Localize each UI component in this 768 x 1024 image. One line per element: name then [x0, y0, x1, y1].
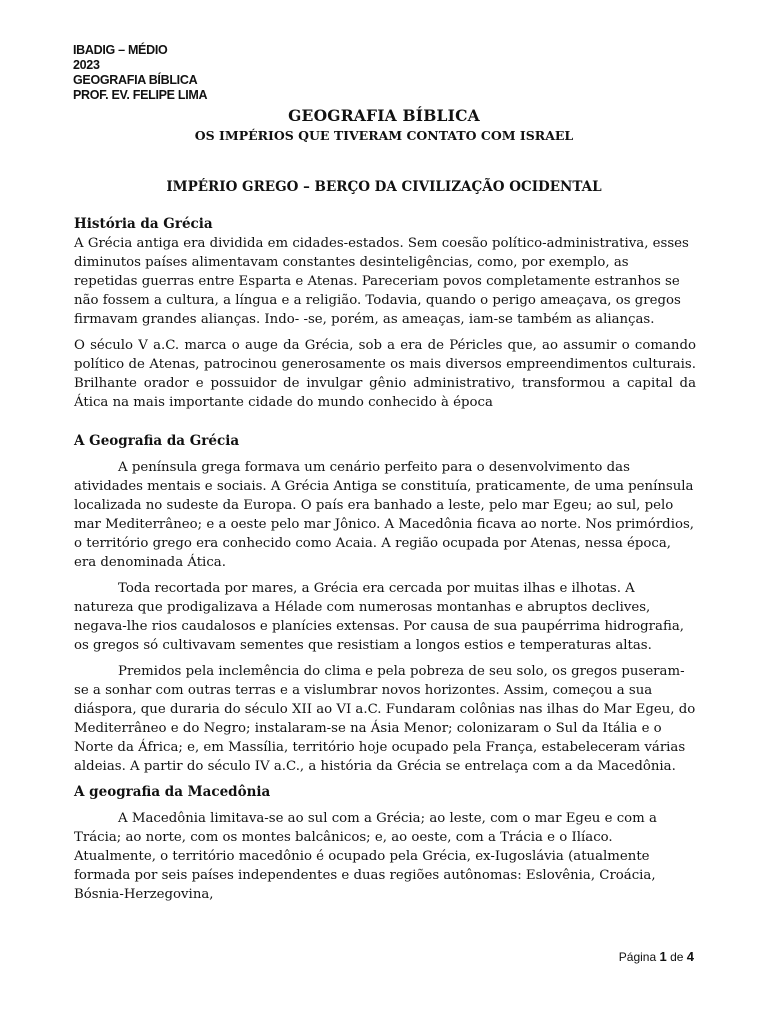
page-current: 1 — [659, 949, 667, 964]
geography-paragraph-1: A península grega formava um cenário perfeito para o desenvolvimento das atividades mentais e sociais. A Grécia Antiga se constituía, praticamente, de uma península localizada no sudeste da Europa. O país era banhado a leste, pelo mar Egeu; ao sul, pelo mar Mediterrâneo; e a oeste pelo mar Jônico. A Macedônia ficava ao norte. Nos primórdios, o território grego era conhecido como Acaia. A região ocupada por Atenas, nessa época, era denominada Ática. — [74, 460, 694, 570]
history-paragraph-2: O século V a.C. marca o auge da Grécia, sob a era de Péricles que, ao assumir o comando político de Atenas, patrocinou generosamente os mais diversos empreendimentos culturais. Brilhante orador e possuidor de invulgar gênio administrativo, transformou a capital da Ática na mais importante cidade do mundo conhecido à época — [74, 338, 696, 410]
macedonia-paragraph-1: A Macedônia limitava-se ao sul com a Grécia; ao leste, com o mar Egeu e com a Trácia; ao norte, com os montes balcânicos; e, ao oeste, com a Trácia e o Ilíaco. Atualmente, o território macedônio é ocupado pela Grécia, ex-Iugoslávia (atualmente formada por seis países independentes e duas regiões autônomas: Eslovênia, Croácia, Bósnia-Herzegovina, — [74, 811, 657, 902]
geography-paragraph-3: Premidos pela inclemência do clima e pela pobreza de seu solo, os gregos puseram-se a sonhar com outras terras e a vislumbrar novos horizontes. Assim, começou a sua diáspora, que duraria do século XII ao VI a.C. Fundaram colônias nas ilhas do Mar Egeu, do Mediterrâneo e do Negro; instalaram-se na Ásia Menor; colonizaram o Sul da Itália e o Norte da África; e, em Massília, território hoje ocupado pela França, estabeleceram várias aldeias. A partir do século IV a.C., a história da Grécia se entrelaça com a da Macedônia. — [74, 664, 696, 774]
geography-heading: A Geografia da Grécia — [74, 433, 240, 449]
history-paragraph-1: A Grécia antiga era dividida em cidades-estados. Sem coesão político-administrativa, esses diminutos países alimentavam constantes desinteligências, como, por exemplo, as repetidas guerras entre Esparta e Atenas. Pareceriam povos completamente estranhos se não fossem a cultura, a língua e a religião. Todavia, quando o perigo ameaçava, os gregos firmavam grandes alianças. Indo- -se, porém, as ameaças, iam-se também as alianças. — [74, 236, 689, 327]
geography-paragraph-2: Toda recortada por mares, a Grécia era cercada por muitas ilhas e ilhotas. A natureza que prodigalizava a Hélade com numerosas montanhas e abruptos declives, negava-lhe rios caudalosos e planícies extensas. Por causa de sua paupérrima hidrografia, os gregos só cultivavam sementes que resistiam a longos estios e temperaturas altas. — [74, 581, 684, 653]
document-body — [74, 215, 696, 904]
page-footer — [619, 949, 694, 964]
header-subject: GEOGRAFIA BÍBLICA — [73, 73, 198, 87]
title-block — [0, 106, 768, 145]
page-subtitle: OS IMPÉRIOS QUE TIVERAM CONTATO COM ISRAEL — [194, 128, 574, 143]
page-title: GEOGRAFIA BÍBLICA — [288, 106, 480, 125]
header-teacher: PROF. EV. FELIPE LIMA — [73, 88, 208, 102]
document-header — [73, 43, 207, 103]
section-title: IMPÉRIO GREGO – BERÇO DA CIVILIZAÇÃO OCIDENTAL — [166, 179, 602, 195]
page-of: de — [670, 950, 684, 964]
page-label: Página — [618, 950, 657, 964]
macedonia-heading: A geografia da Macedônia — [74, 784, 271, 800]
header-year: 2023 — [73, 58, 100, 72]
history-heading: História da Grécia — [74, 216, 213, 232]
page-total: 4 — [686, 949, 694, 964]
header-course: IBADIG – MÉDIO — [73, 43, 168, 57]
